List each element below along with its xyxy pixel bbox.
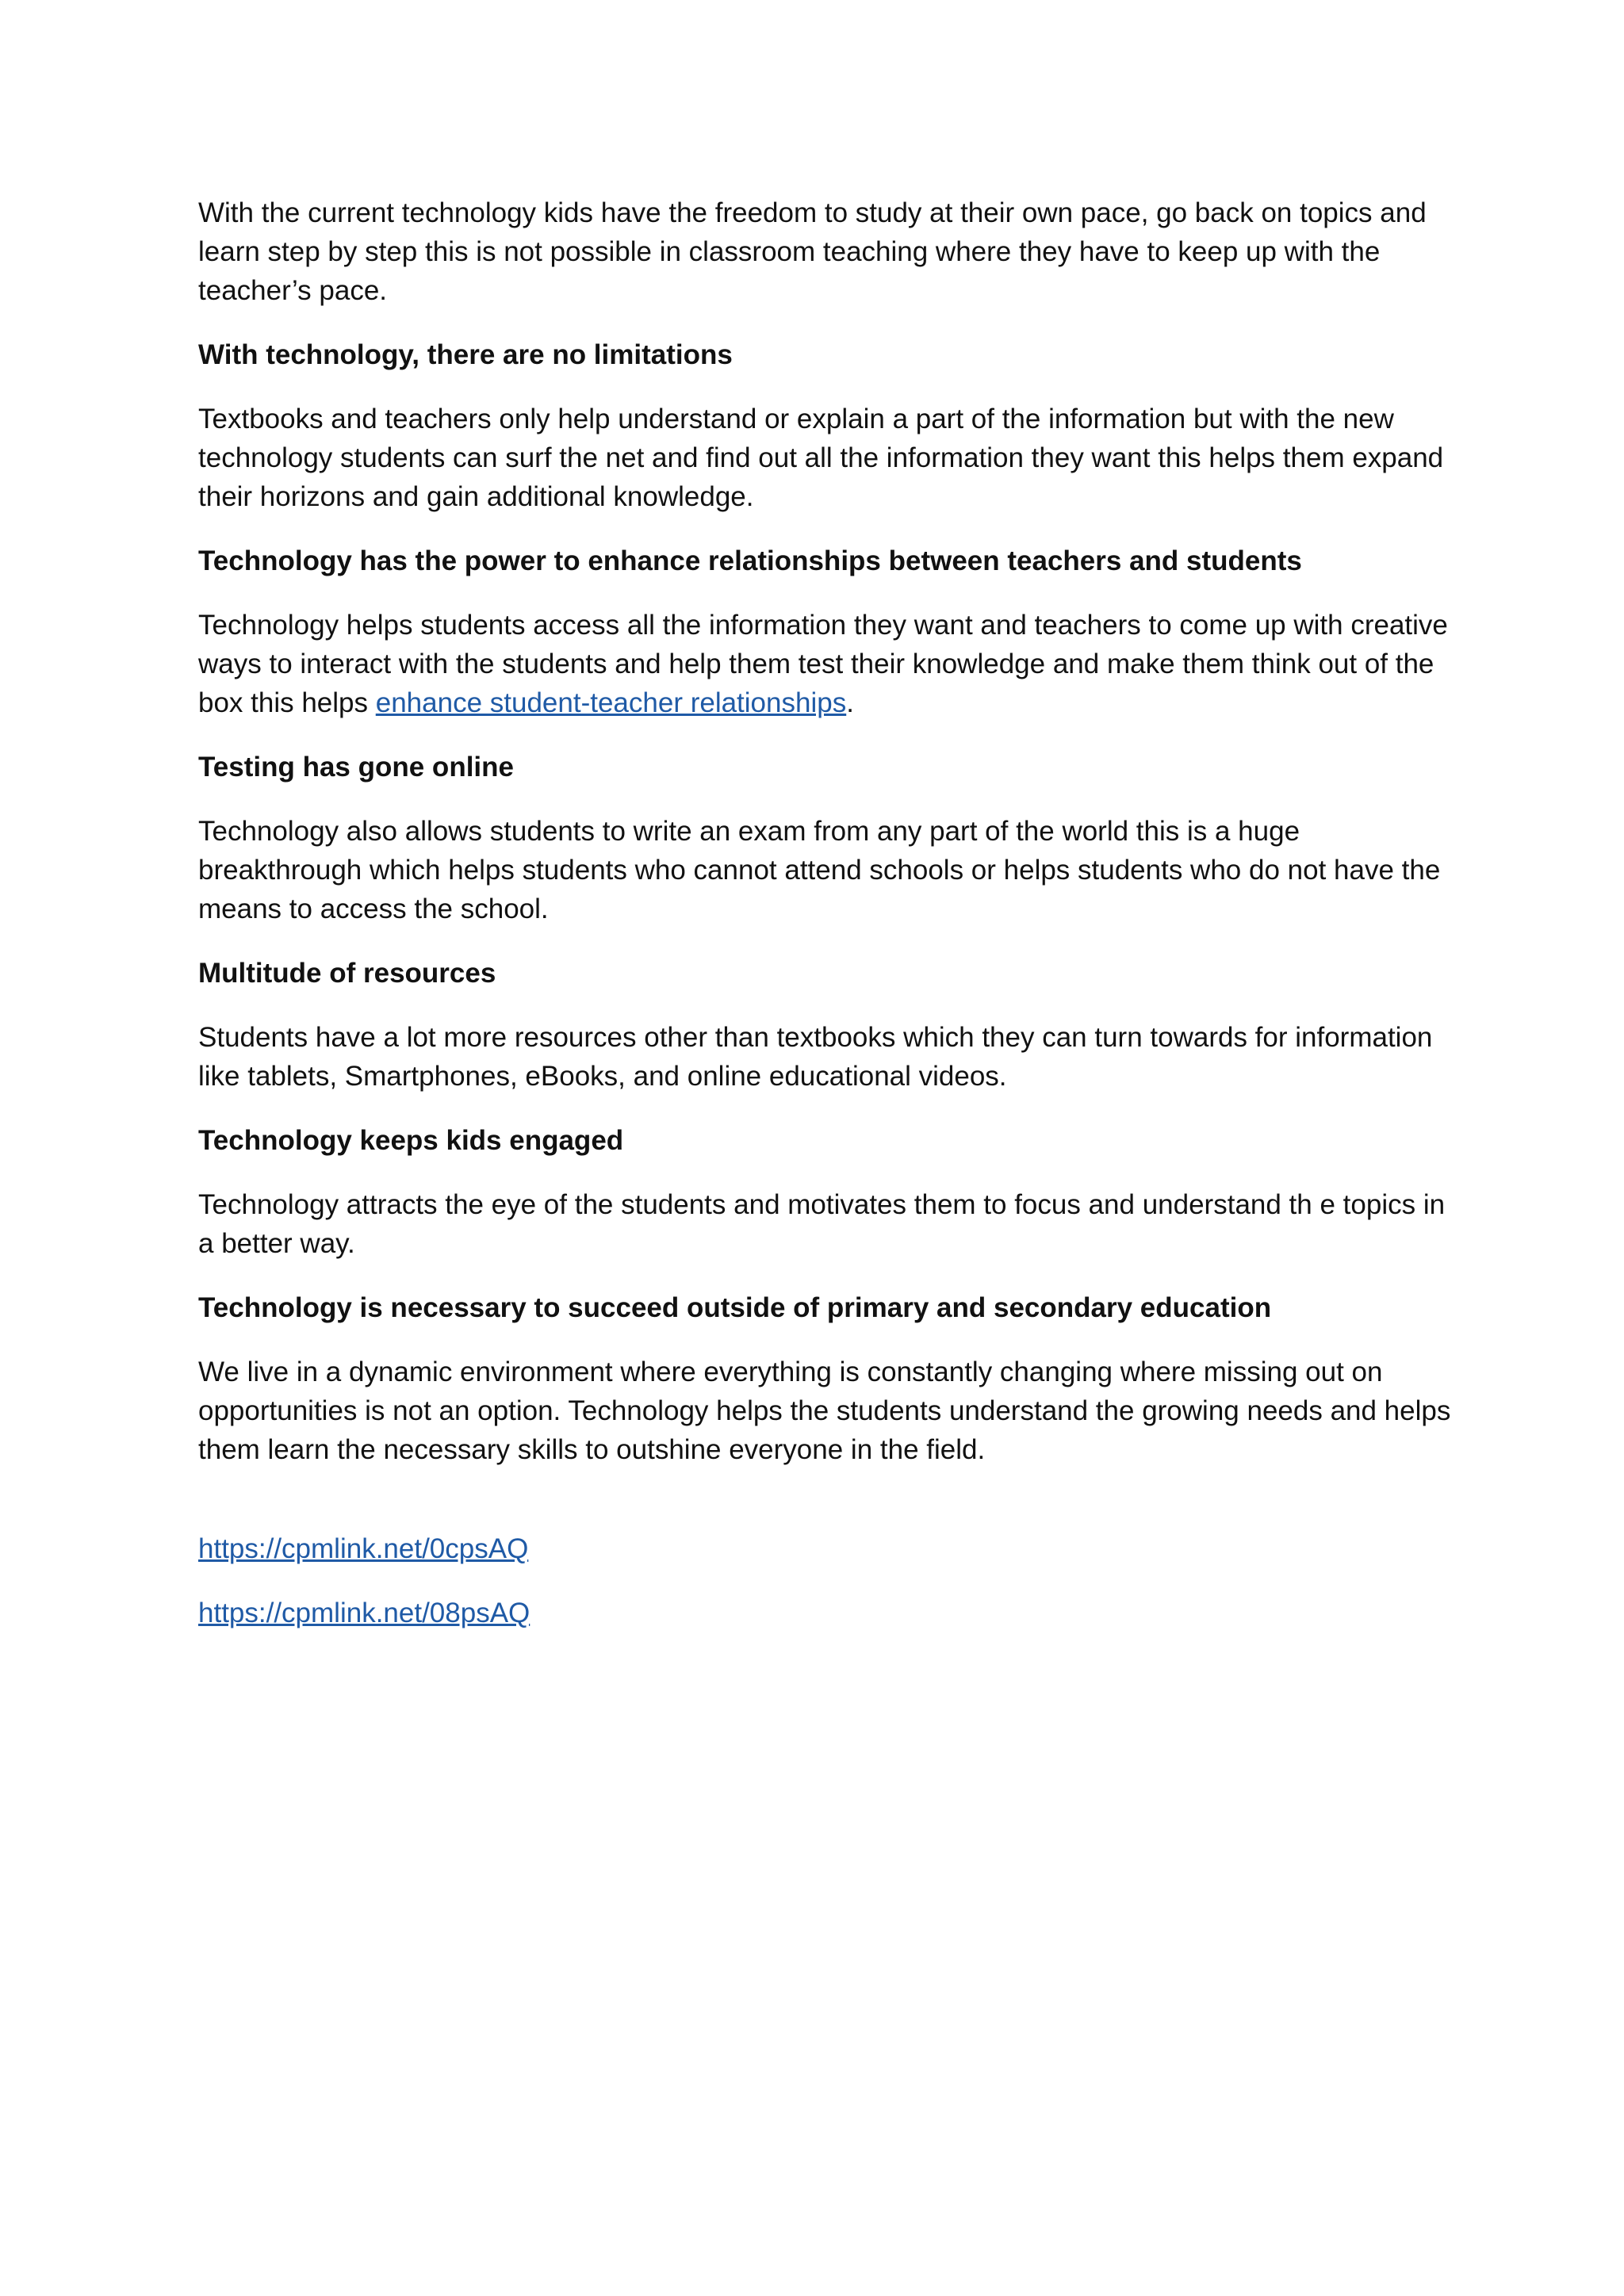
paragraph-resources: Students have a lot more resources other than textbooks which they can turn towards for information like tablets, Smartphones, eBooks, and online educational videos. (198, 1022, 1433, 1092)
paragraph-relationships-text: Technology helps students access all the information they want and teachers to come up with creative ways to interact with the students and help them test their knowledge and make them think out of the box this helps (198, 610, 1448, 718)
heading-no-limitations: With technology, there are no limitations (198, 339, 733, 370)
paragraph-relationships-end: . (846, 687, 854, 718)
heading-resources: Multitude of resources (198, 958, 496, 989)
heading-testing-online: Testing has gone online (198, 752, 514, 783)
reference-links (198, 1529, 1451, 1632)
paragraph-testing-online: Technology also allows students to write an exam from any part of the world this is a huge breakthrough which helps students who cannot attend schools or helps students who do not have the means to access the school. (198, 816, 1441, 924)
intro-paragraph: With the current technology kids have the freedom to study at their own pace, go back on topics and learn step by step this is not possible in classroom teaching where they have to keep up with the teacher’s pace. (198, 197, 1427, 306)
heading-necessary: Technology is necessary to succeed outside of primary and secondary education (198, 1292, 1272, 1323)
reference-link-item (198, 1529, 1451, 1568)
heading-relationships: Technology has the power to enhance relationships between teachers and students (198, 545, 1302, 576)
paragraph-no-limitations: Textbooks and teachers only help understand or explain a part of the information but with the new technology students can surf the net and find out all the information they want this helps them expand their horizons and gain additional knowledge. (198, 404, 1444, 512)
document-page (198, 193, 1451, 1658)
reference-link-2[interactable]: https://cpmlink.net/08psAQ (198, 1598, 530, 1628)
paragraph-necessary: We live in a dynamic environment where everything is constantly changing where missing out on opportunities is not an option. Technology helps the students understand the growing needs and helps them learn the necessary skills to outshine everyone in the field. (198, 1357, 1451, 1465)
relationships-link[interactable]: enhance student-teacher relationships (375, 687, 847, 718)
paragraph-engaged: Technology attracts the eye of the students and motivates them to focus and understand th e topics in a better way. (198, 1189, 1446, 1259)
reference-link-item (198, 1594, 1451, 1632)
reference-link-1[interactable]: https://cpmlink.net/0cpsAQ (198, 1533, 529, 1564)
heading-engaged: Technology keeps kids engaged (198, 1125, 624, 1156)
paragraph-relationships (198, 606, 1451, 722)
